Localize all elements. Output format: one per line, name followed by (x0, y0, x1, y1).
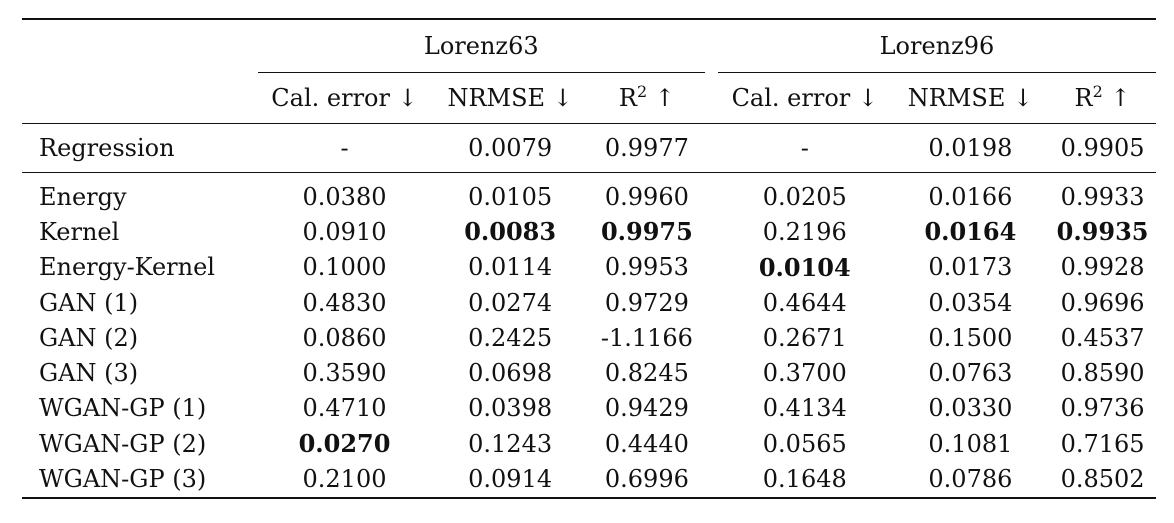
cell-l96-nrmse: 0.0763 (928, 359, 1013, 388)
cell-l63-r2: 0.9975 (600, 217, 693, 247)
cell-l63-r2: 0.9429 (604, 394, 689, 423)
cell-l96-cal: 0.0565 (762, 429, 847, 458)
table-row (22, 320, 1156, 355)
table-row (22, 250, 1156, 285)
cell-l96-cal: 0.0205 (762, 182, 847, 211)
cell-l63-r2: -1.1166 (600, 323, 693, 352)
cell-l96-nrmse: 0.0198 (928, 134, 1013, 162)
table-row (22, 285, 1156, 320)
cell-l96-nrmse: 0.0173 (928, 253, 1013, 282)
method-label: WGAN-GP (1) (39, 394, 207, 423)
cell-l63-r2: 0.9960 (604, 182, 689, 211)
table-row (22, 214, 1156, 249)
header-l63-r2: $R^2$ ↑ (618, 82, 675, 112)
cell-l63-cal: 0.2100 (302, 465, 387, 494)
cell-l96-nrmse: 0.0166 (928, 182, 1013, 211)
cell-l96-r2: 0.9928 (1060, 253, 1145, 282)
cell-l96-nrmse: 0.1081 (928, 429, 1013, 458)
method-label: GAN (3) (39, 359, 139, 388)
table-row-regression (22, 124, 1156, 173)
cell-l96-cal: 0.0104 (758, 252, 851, 282)
cell-l63-cal: 0.4830 (302, 288, 387, 317)
cell-l96-cal: 0.3700 (762, 359, 847, 388)
header-l96-cal-error: Cal. error ↓ (731, 84, 878, 112)
cell-l63-cal: 0.3590 (302, 359, 387, 388)
cell-l63-r2: 0.9977 (604, 134, 689, 162)
cell-l63-nrmse: 0.2425 (468, 323, 553, 352)
method-label: Energy (39, 182, 127, 211)
method-label: Energy-Kernel (39, 253, 215, 282)
cell-l63-nrmse: 0.0083 (464, 217, 557, 247)
cell-l96-r2: 0.9933 (1060, 182, 1145, 211)
cell-l96-r2: 0.9935 (1056, 217, 1149, 247)
cell-l96-r2: 0.8590 (1060, 359, 1145, 388)
cell-l96-cal: 0.2196 (762, 217, 847, 246)
cell-l96-nrmse: 0.0354 (928, 288, 1013, 317)
cell-l63-r2: 0.8245 (604, 359, 689, 388)
table-row (22, 426, 1156, 461)
cell-l96-cal: 0.4644 (762, 288, 847, 317)
metric-header-row (22, 73, 1156, 124)
cell-l63-r2: 0.9729 (604, 288, 689, 317)
table-row (22, 461, 1156, 496)
results-table (22, 18, 1156, 499)
cell-l63-cal: 0.0270 (298, 429, 391, 459)
method-label: WGAN-GP (2) (39, 429, 207, 458)
cell-l63-r2: 0.9953 (604, 253, 689, 282)
cell-l96-cal: 0.4134 (762, 394, 847, 423)
cell-l96-nrmse: 0.0330 (928, 394, 1013, 423)
cell-l96-r2: 0.9736 (1060, 394, 1145, 423)
cell-l63-r2: 0.6996 (604, 465, 689, 494)
cell-l63-nrmse: 0.0105 (468, 182, 553, 211)
header-l96-nrmse: NRMSE ↓ (907, 84, 1034, 112)
cell-l63-nrmse: 0.0079 (468, 134, 553, 162)
cell-l96-cal: 0.1648 (762, 465, 847, 494)
bottom-rule (22, 497, 1156, 498)
method-label: Kernel (39, 217, 120, 246)
cell-l63-nrmse: 0.0114 (468, 253, 553, 282)
table-row (22, 179, 1156, 214)
cell-l96-nrmse: 0.0786 (928, 465, 1013, 494)
cell-l63-nrmse: 0.0398 (468, 394, 553, 423)
cell-l63-cal: - (340, 134, 349, 162)
cell-l63-cal: 0.0380 (302, 182, 387, 211)
cell-l63-cal: 0.0860 (302, 323, 387, 352)
header-l63-nrmse: NRMSE ↓ (447, 84, 573, 112)
method-label: GAN (2) (39, 323, 139, 352)
cell-l96-r2: 0.4537 (1060, 323, 1145, 352)
cell-l63-nrmse: 0.0274 (468, 288, 553, 317)
table-row (22, 391, 1156, 426)
cell-l63-cal: 0.0910 (302, 217, 387, 246)
cell-l96-r2: 0.9905 (1060, 134, 1145, 162)
cell-l96-nrmse: 0.0164 (924, 217, 1017, 247)
header-l63-cal-error: Cal. error ↓ (271, 84, 418, 112)
group-header-lorenz96: Lorenz96 (718, 20, 1156, 73)
cell-l96-cal: - (800, 134, 809, 162)
cell-l63-r2: 0.4440 (604, 429, 689, 458)
cell-l96-nrmse: 0.1500 (928, 323, 1013, 352)
group-header-row (22, 20, 1156, 73)
cell-l96-r2: 0.8502 (1060, 465, 1145, 494)
results-table-container (22, 18, 1156, 499)
cell-l63-nrmse: 0.1243 (468, 429, 553, 458)
cell-l96-cal: 0.2671 (762, 323, 847, 352)
method-label: Regression (39, 134, 175, 162)
empty-corner (22, 20, 258, 73)
method-label: GAN (1) (39, 288, 139, 317)
cell-l63-nrmse: 0.0914 (468, 465, 553, 494)
cell-l96-r2: 0.9696 (1060, 288, 1145, 317)
cell-l63-cal: 0.4710 (302, 394, 387, 423)
group-header-lorenz63: Lorenz63 (258, 20, 705, 73)
method-label: WGAN-GP (3) (39, 465, 207, 494)
table-row (22, 355, 1156, 390)
cell-l96-r2: 0.7165 (1060, 429, 1145, 458)
header-l96-r2: $R^2$ ↑ (1074, 82, 1131, 112)
cell-l63-cal: 0.1000 (302, 253, 387, 282)
cell-l63-nrmse: 0.0698 (468, 359, 553, 388)
